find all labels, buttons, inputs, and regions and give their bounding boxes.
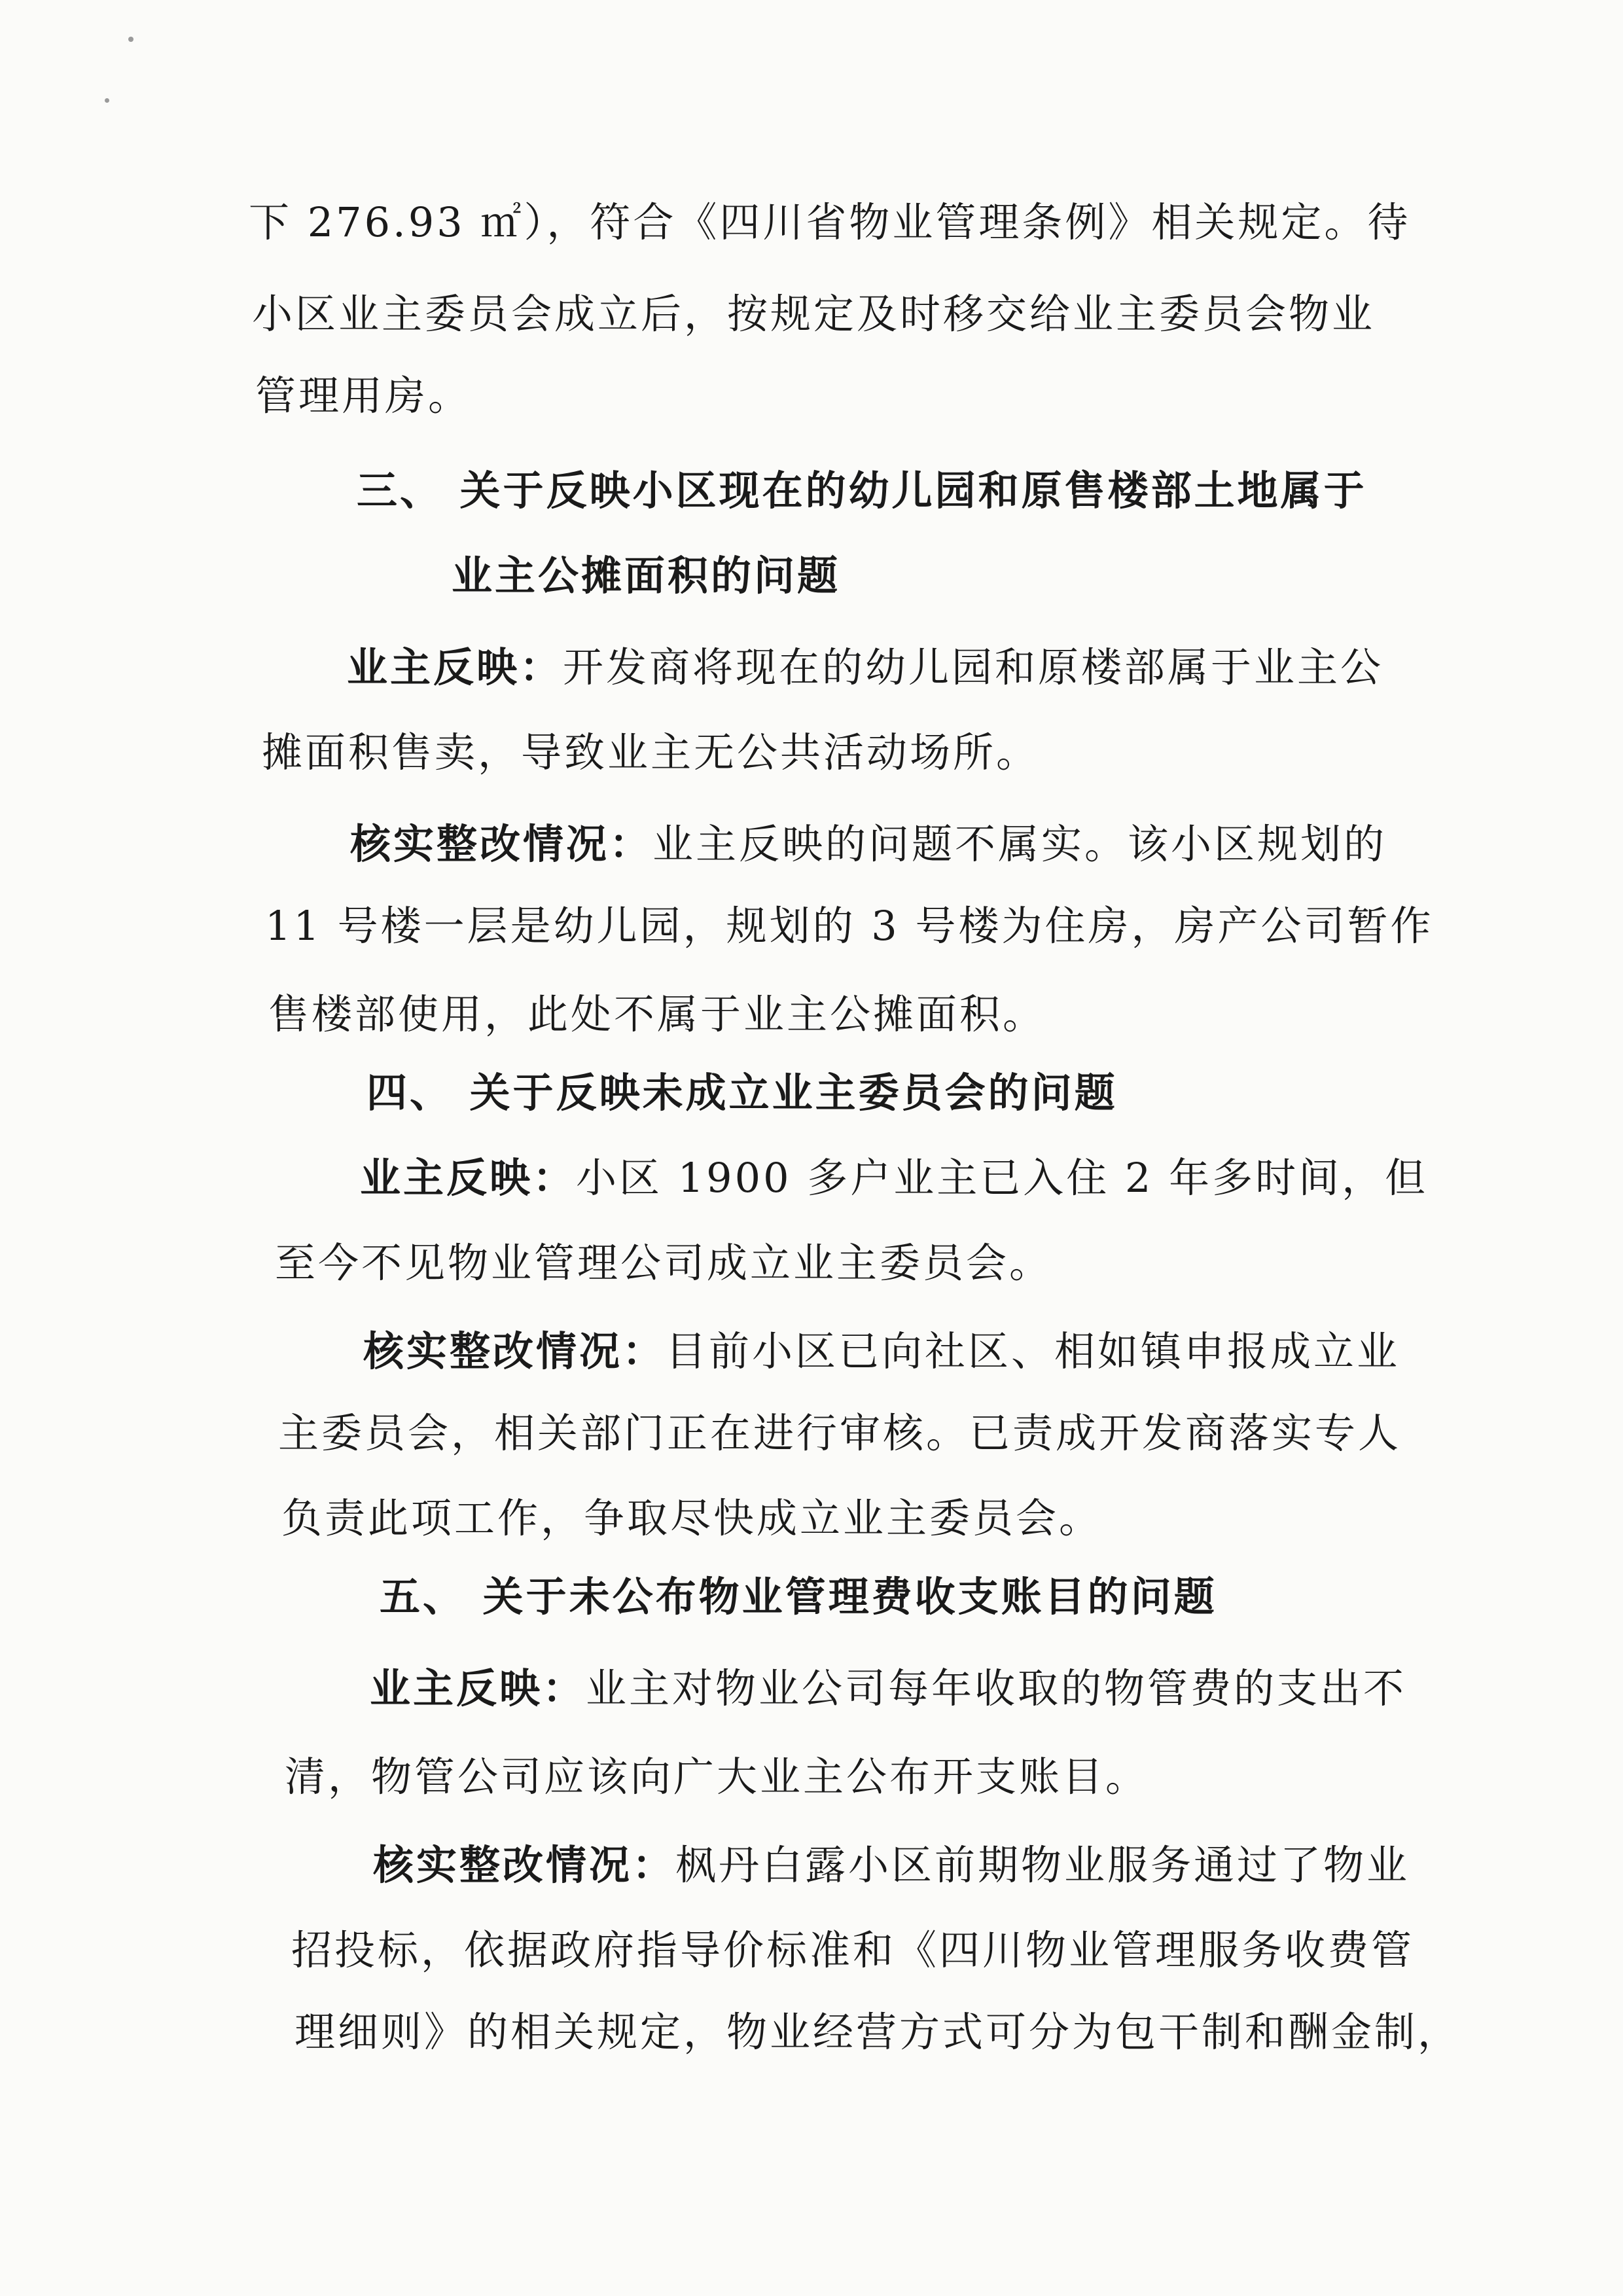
heading-text: 五、 关于未公布物业管理费收支账目的问题 xyxy=(380,1573,1217,1621)
section-heading-5 xyxy=(380,1571,1217,1623)
body-line-20 xyxy=(373,1839,1410,1892)
paragraph-label: 核实整改情况： xyxy=(373,1841,676,1889)
paragraph-label: 业主反映： xyxy=(347,643,563,691)
body-line-22 xyxy=(294,2006,1461,2058)
line-text: 业主对物业公司每年收取的物管费的支出不 xyxy=(586,1664,1407,1712)
section-heading-3-continued xyxy=(452,550,840,602)
heading-text: 业主公摊面积的问题 xyxy=(452,552,841,600)
line-text: 小区 1900 多户业主已入住 2 年多时间，但 xyxy=(576,1154,1429,1202)
body-line-18 xyxy=(370,1662,1406,1715)
body-line-15 xyxy=(278,1407,1401,1460)
line-text: 枫丹白露小区前期物业服务通过了物业 xyxy=(675,1841,1410,1889)
section-heading-3 xyxy=(357,465,1367,517)
line-text: 业主反映的问题不属实。该小区规划的 xyxy=(652,820,1387,868)
heading-text: 三、 关于反映小区现在的幼儿园和原售楼部土地属于 xyxy=(357,467,1367,514)
paragraph-label: 业主反映： xyxy=(370,1664,586,1712)
line-text: 摊面积售卖，导致业主无公共活动场所。 xyxy=(262,728,1040,776)
scan-speck xyxy=(128,37,134,42)
scan-speck xyxy=(105,98,109,103)
body-line-7 xyxy=(262,726,1039,779)
line-text: 售楼部使用，此处不属于业主公摊面积。 xyxy=(268,990,1046,1038)
line-text: 下 276.93 ㎡），符合《四川省物业管理条例》相关规定。待 xyxy=(249,198,1411,246)
body-line-19 xyxy=(285,1751,1149,1803)
paragraph-label: 业主反映： xyxy=(360,1154,577,1202)
body-line-2 xyxy=(252,288,1375,340)
body-line-13 xyxy=(275,1237,1052,1289)
line-text: 小区业主委员会成立后，按规定及时移交给业主委员会物业 xyxy=(252,290,1376,338)
body-line-12 xyxy=(360,1152,1428,1204)
body-line-6 xyxy=(347,641,1383,694)
section-heading-4 xyxy=(366,1067,1118,1119)
line-text: 11 号楼一层是幼儿园，规划的 3 号楼为住房，房产公司暂作 xyxy=(265,902,1434,950)
body-line-3 xyxy=(255,370,471,422)
body-line-8 xyxy=(350,818,1387,870)
line-text: 至今不见物业管理公司成立业主委员会。 xyxy=(275,1239,1053,1287)
line-text: 主委员会，相关部门正在进行审核。已责成开发商落实专人 xyxy=(278,1409,1402,1457)
line-text: 开发商将现在的幼儿园和原楼部属于业主公 xyxy=(563,643,1384,691)
line-text: 招投标，依据政府指导价标准和《四川物业管理服务收费管 xyxy=(291,1926,1415,1974)
body-line-1 xyxy=(249,196,1410,249)
body-line-14 xyxy=(363,1325,1400,1378)
line-text: 理细则》的相关规定，物业经营方式可分为包干制和酬金制， xyxy=(294,2008,1461,2056)
paragraph-label: 核实整改情况： xyxy=(363,1327,666,1375)
line-text: 目前小区已向社区、相如镇申报成立业 xyxy=(666,1327,1400,1375)
line-text: 管理用房。 xyxy=(255,372,472,420)
body-line-16 xyxy=(281,1492,1102,1545)
body-line-9 xyxy=(265,900,1433,952)
paragraph-label: 核实整改情况： xyxy=(350,820,653,868)
line-text: 负责此项工作，争取尽快成立业主委员会。 xyxy=(281,1494,1103,1542)
line-text: 清，物管公司应该向广大业主公布开支账目。 xyxy=(285,1753,1149,1801)
body-line-10 xyxy=(268,988,1046,1041)
body-line-21 xyxy=(291,1924,1414,1977)
heading-text: 四、 关于反映未成立业主委员会的问题 xyxy=(366,1069,1118,1117)
